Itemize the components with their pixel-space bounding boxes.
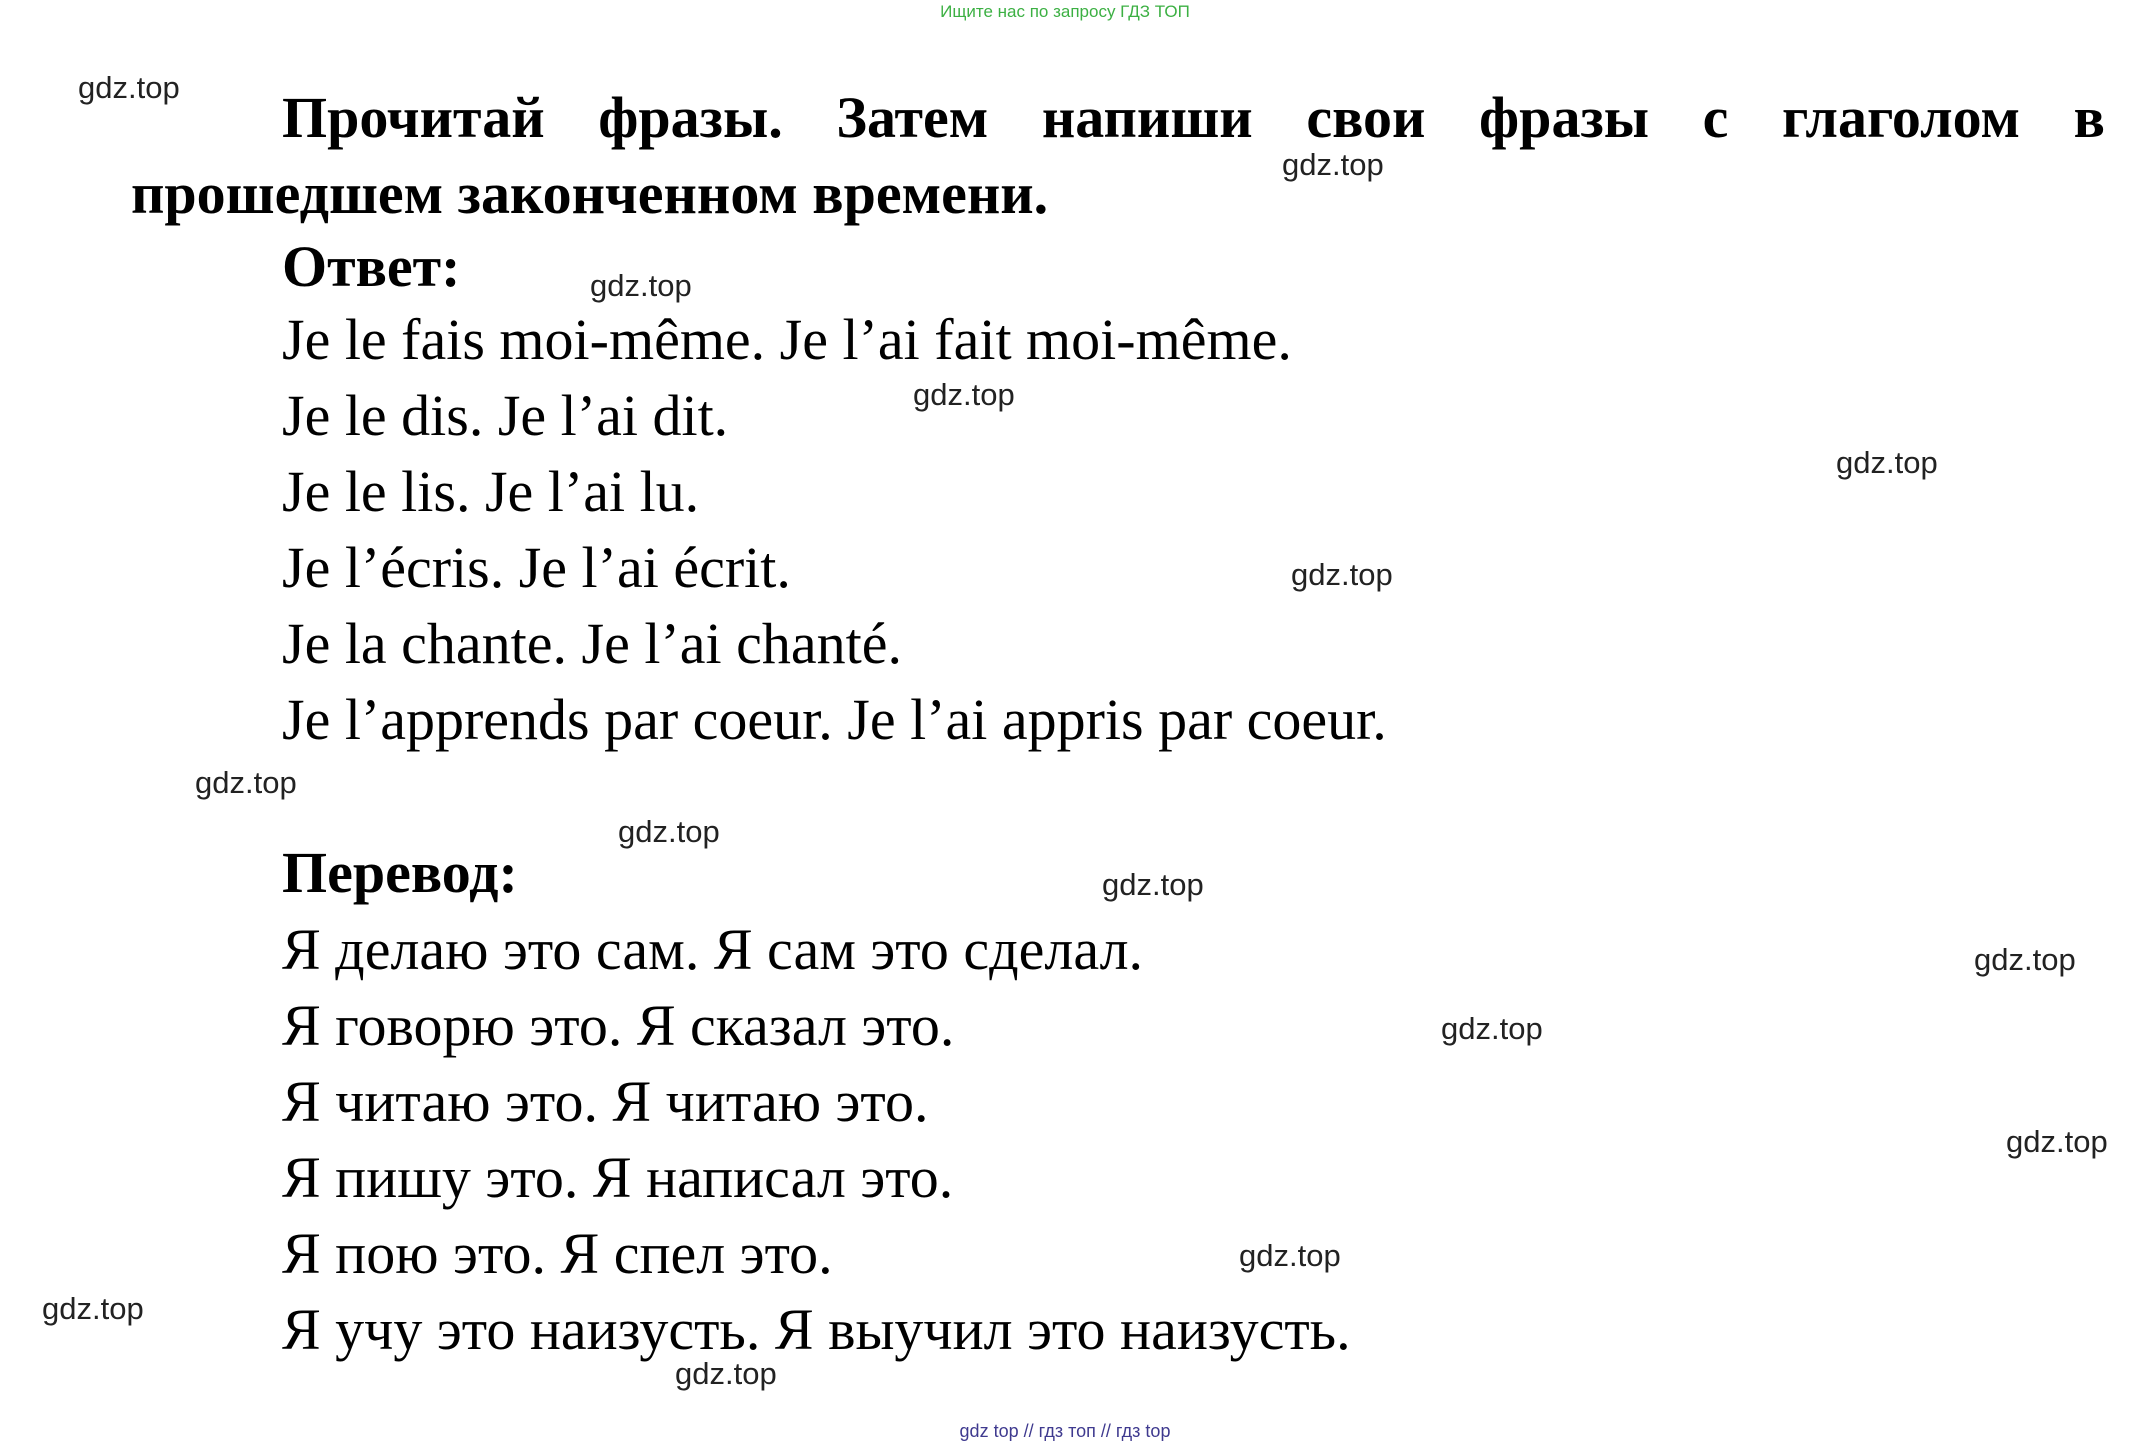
translation-list <box>282 912 1351 1368</box>
answer-list <box>282 302 1387 758</box>
watermark: gdz.top <box>78 70 180 105</box>
watermark: gdz.top <box>2006 1124 2108 1159</box>
translation-line: Я делаю это сам. Я сам это сделал. <box>282 917 1144 982</box>
answer-line: Je la chante. Je l’ai chanté. <box>282 611 902 676</box>
watermark: gdz.top <box>913 377 1015 412</box>
watermark: gdz.top <box>1836 445 1938 480</box>
answer-line: Je l’écris. Je l’ai écrit. <box>282 535 791 600</box>
answer-heading: Ответ: <box>282 234 461 299</box>
watermark: gdz.top <box>1282 147 1384 182</box>
task-statement: Прочитай фразы. Затем напиши свои фразы с глаголом в прошедшем законченном времени. <box>131 85 2105 226</box>
watermark: gdz.top <box>195 765 297 800</box>
answer-line: Je le fais moi-même. Je l’ai fait moi-même. <box>282 307 1292 372</box>
top-banner: Ищите нас по запросу ГДЗ ТОП <box>940 2 1190 21</box>
answer-line: Je le lis. Je l’ai lu. <box>282 459 700 524</box>
translation-line: Я учу это наизусть. Я выучил это наизусть. <box>282 1297 1351 1362</box>
watermark: gdz.top <box>675 1356 777 1391</box>
answer-line: Je l’apprends par coeur. Je l’ai appris par coeur. <box>282 687 1387 752</box>
translation-line: Я говорю это. Я сказал это. <box>282 993 955 1058</box>
watermark: gdz.top <box>1974 942 2076 977</box>
watermark: gdz.top <box>590 268 692 303</box>
translation-line: Я пою это. Я спел это. <box>282 1221 833 1286</box>
answer-line: Je le dis. Je l’ai dit. <box>282 383 729 448</box>
watermark: gdz.top <box>1102 867 1204 902</box>
watermark: gdz.top <box>618 814 720 849</box>
footer-links: gdz top // гдз топ // гдз top <box>959 1421 1171 1441</box>
translation-line: Я пишу это. Я написал это. <box>282 1145 954 1210</box>
watermark: gdz.top <box>1239 1238 1341 1273</box>
watermark: gdz.top <box>1441 1011 1543 1046</box>
watermark: gdz.top <box>1291 557 1393 592</box>
watermark: gdz.top <box>42 1291 144 1326</box>
translation-heading: Перевод: <box>282 840 518 905</box>
translation-line: Я читаю это. Я читаю это. <box>282 1069 929 1134</box>
